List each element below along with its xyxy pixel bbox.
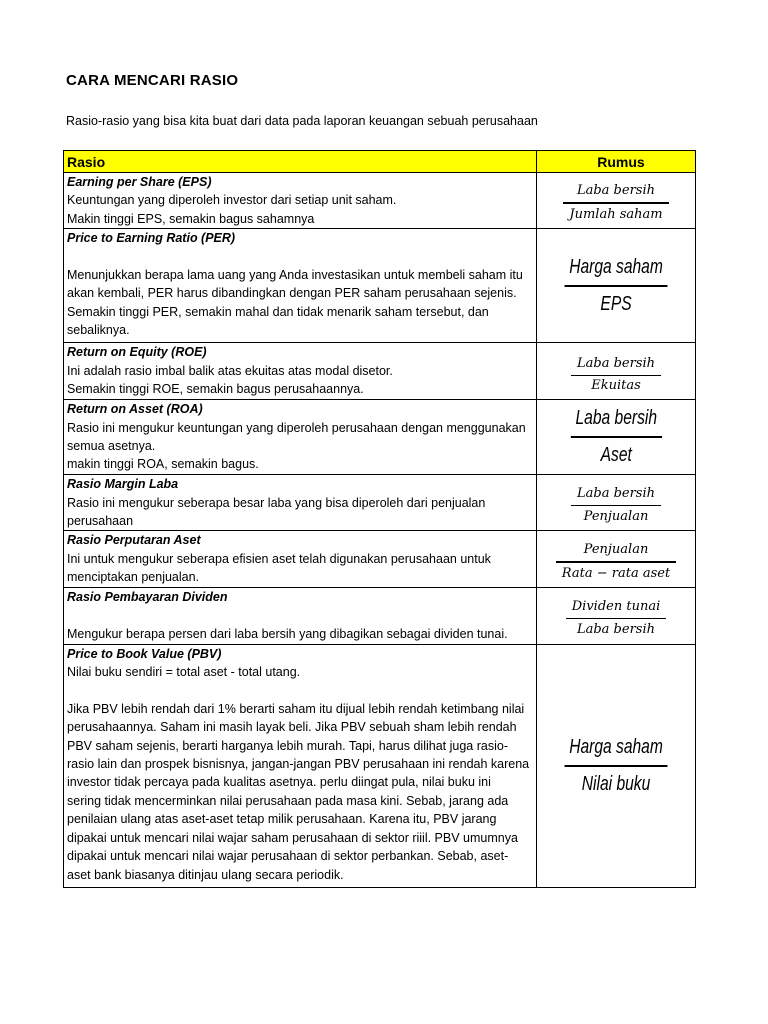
formula-cell [537, 588, 696, 644]
table-header-row [64, 151, 696, 173]
description-line: Rasio ini mengukur seberapa besar laba yang bisa diperoleh dari penjualan [67, 495, 486, 510]
formula-denominator: Aset [600, 444, 632, 467]
ratio-description [64, 173, 537, 229]
description-line: dipakai untuk mencari nilai wajar saham perusahaan di sektor riiil. PBV umumnya [67, 830, 518, 845]
header-rumus: Rumus [537, 151, 696, 173]
description-line: sebaliknya. [67, 323, 130, 338]
formula-denominator: Nilai buku [581, 772, 651, 795]
formula-fraction [571, 407, 662, 467]
formula-fraction [571, 356, 661, 390]
description-line: PBV saham sejenis, berarti harganya lebih murah. Tapi, harus dilihat juga rasio- [67, 738, 508, 753]
ratio-description [64, 475, 537, 531]
formula-cell [537, 644, 696, 887]
ratio-description [64, 229, 537, 343]
formula-cell [537, 229, 696, 343]
blank-line [67, 681, 533, 699]
formula-denominator: Penjualan [583, 509, 649, 525]
table-row [64, 343, 696, 400]
description-line: Semakin tinggi ROE, semakin bagus perusahaannya. [67, 382, 364, 397]
description-line: Semakin tinggi PER, semakin mahal dan tidak menarik saham tersebut, dan [67, 304, 489, 319]
formula-fraction [564, 736, 667, 796]
formula-denominator: Ekuitas [591, 378, 641, 391]
ratio-description [64, 400, 537, 475]
formula-numerator: Penjualan [583, 542, 649, 558]
page-subtitle: Rasio-rasio yang bisa kita buat dari data pada laporan keuangan sebuah perusahaan [66, 114, 538, 128]
description-line: makin tinggi ROA, semakin bagus. [67, 457, 259, 472]
description-line: Menunjukkan berapa lama uang yang Anda investasikan untuk membeli saham itu [67, 268, 523, 283]
formula-fraction [556, 542, 676, 580]
description-line: rasio lain dan prospek bisnisnya, jangan-jangan PBV perusahaan ini rendah karena [67, 757, 530, 772]
description-line: akan kembali, PER harus dibandingkan dengan PER saham perusahaan sejenis. [67, 286, 517, 301]
description-line: investor tidak percaya pada kualitas asetnya. perlu diingat pula, nilai buku ini [67, 775, 491, 790]
description-line: Mengukur berapa persen dari laba bersih yang dibagikan sebagai dividen tunai. [67, 627, 508, 642]
formula-cell [537, 343, 696, 400]
description-line: semua asetnya. [67, 439, 156, 454]
table-row [64, 229, 696, 343]
table-row [64, 475, 696, 531]
table-row [64, 531, 696, 588]
formula-cell [537, 173, 696, 229]
formula-fraction [566, 599, 666, 637]
blank-line [67, 248, 533, 266]
description-line: sering tidak mencerminkan nilai perusahaan pada masa kini. Sebab, jarang ada [67, 793, 509, 808]
formula-numerator: Laba bersih [576, 356, 656, 372]
description-line: Nilai buku sendiri = total aset - total utang. [67, 665, 301, 680]
description-line: Jika PBV lebih rendah dari 1% berarti saham itu dijual lebih rendah ketimbang nilai [67, 701, 525, 716]
description-line: dipakai untuk mencari nilai wajar perusahaan di sektor perbankan. Sebab, aset- [67, 849, 509, 864]
ratio-name: Earning per Share (EPS) [67, 175, 212, 189]
description-line: perusahaannya. Saham ini masih layak beli. Jika PBV sebuah sham lebih rendah [67, 720, 517, 735]
formula-cell [537, 400, 696, 475]
table-row [64, 588, 696, 644]
description-line: aset bank biasanya ditinjau ulang secara periodik. [67, 867, 344, 882]
description-line: Makin tinggi EPS, semakin bagus sahamnya [67, 211, 315, 226]
blank-line [67, 607, 533, 625]
formula-denominator: Rata − rata aset [561, 565, 671, 581]
formula-numerator: Harga saham [569, 735, 663, 758]
description-line: perusahaan [67, 514, 134, 529]
ratio-name: Rasio Margin Laba [67, 477, 179, 492]
table-row [64, 173, 696, 229]
table-row [64, 400, 696, 475]
formula-numerator: Laba bersih [575, 407, 657, 430]
description-line: Ini untuk mengukur seberapa efisien aset telah digunakan perusahaan untuk [67, 551, 491, 566]
ratio-name: Return on Equity (ROE) [67, 345, 207, 360]
page-title: CARA MENCARI RASIO [66, 72, 239, 89]
formula-denominator: EPS [600, 292, 632, 315]
description-line: Keuntungan yang diperoleh investor dari setiap unit saham. [67, 193, 397, 208]
formula-denominator: Jumlah saham [569, 206, 663, 222]
ratio-description [64, 644, 537, 887]
ratio-name: Price to Book Value (PBV) [67, 646, 222, 661]
ratio-description [64, 531, 537, 588]
ratio-name: Rasio Pembayaran Dividen [67, 590, 228, 605]
description-line: menciptakan penjualan. [67, 570, 200, 585]
formula-cell [537, 475, 696, 531]
formula-denominator: Laba bersih [576, 622, 655, 638]
description-line: Rasio ini mengukur keuntungan yang diperoleh perusahaan dengan menggunakan [67, 420, 526, 435]
formula-numerator: Dividen tunai [571, 598, 661, 614]
ratio-description [64, 588, 537, 644]
description-line: penilaian ulang atas aset-aset tetap milik perusahaan. Karena itu, PBV jarang [67, 812, 497, 827]
ratio-name: Rasio Perputaran Aset [67, 533, 201, 548]
formula-fraction [563, 183, 668, 221]
description-line: Ini adalah rasio imbal balik atas ekuitas atas modal disetor. [67, 363, 393, 378]
ratio-table [63, 150, 696, 888]
formula-numerator: Laba bersih [576, 485, 656, 501]
formula-fraction [564, 256, 667, 316]
ratio-description [64, 343, 537, 400]
formula-numerator: Harga saham [569, 255, 663, 278]
table-row [64, 644, 696, 887]
formula-cell [537, 531, 696, 588]
header-rasio: Rasio [64, 151, 537, 173]
ratio-name: Return on Asset (ROA) [67, 402, 203, 417]
ratio-name: Price to Earning Ratio (PER) [67, 231, 236, 246]
formula-numerator: Laba bersih [576, 183, 655, 199]
formula-fraction [571, 486, 661, 524]
